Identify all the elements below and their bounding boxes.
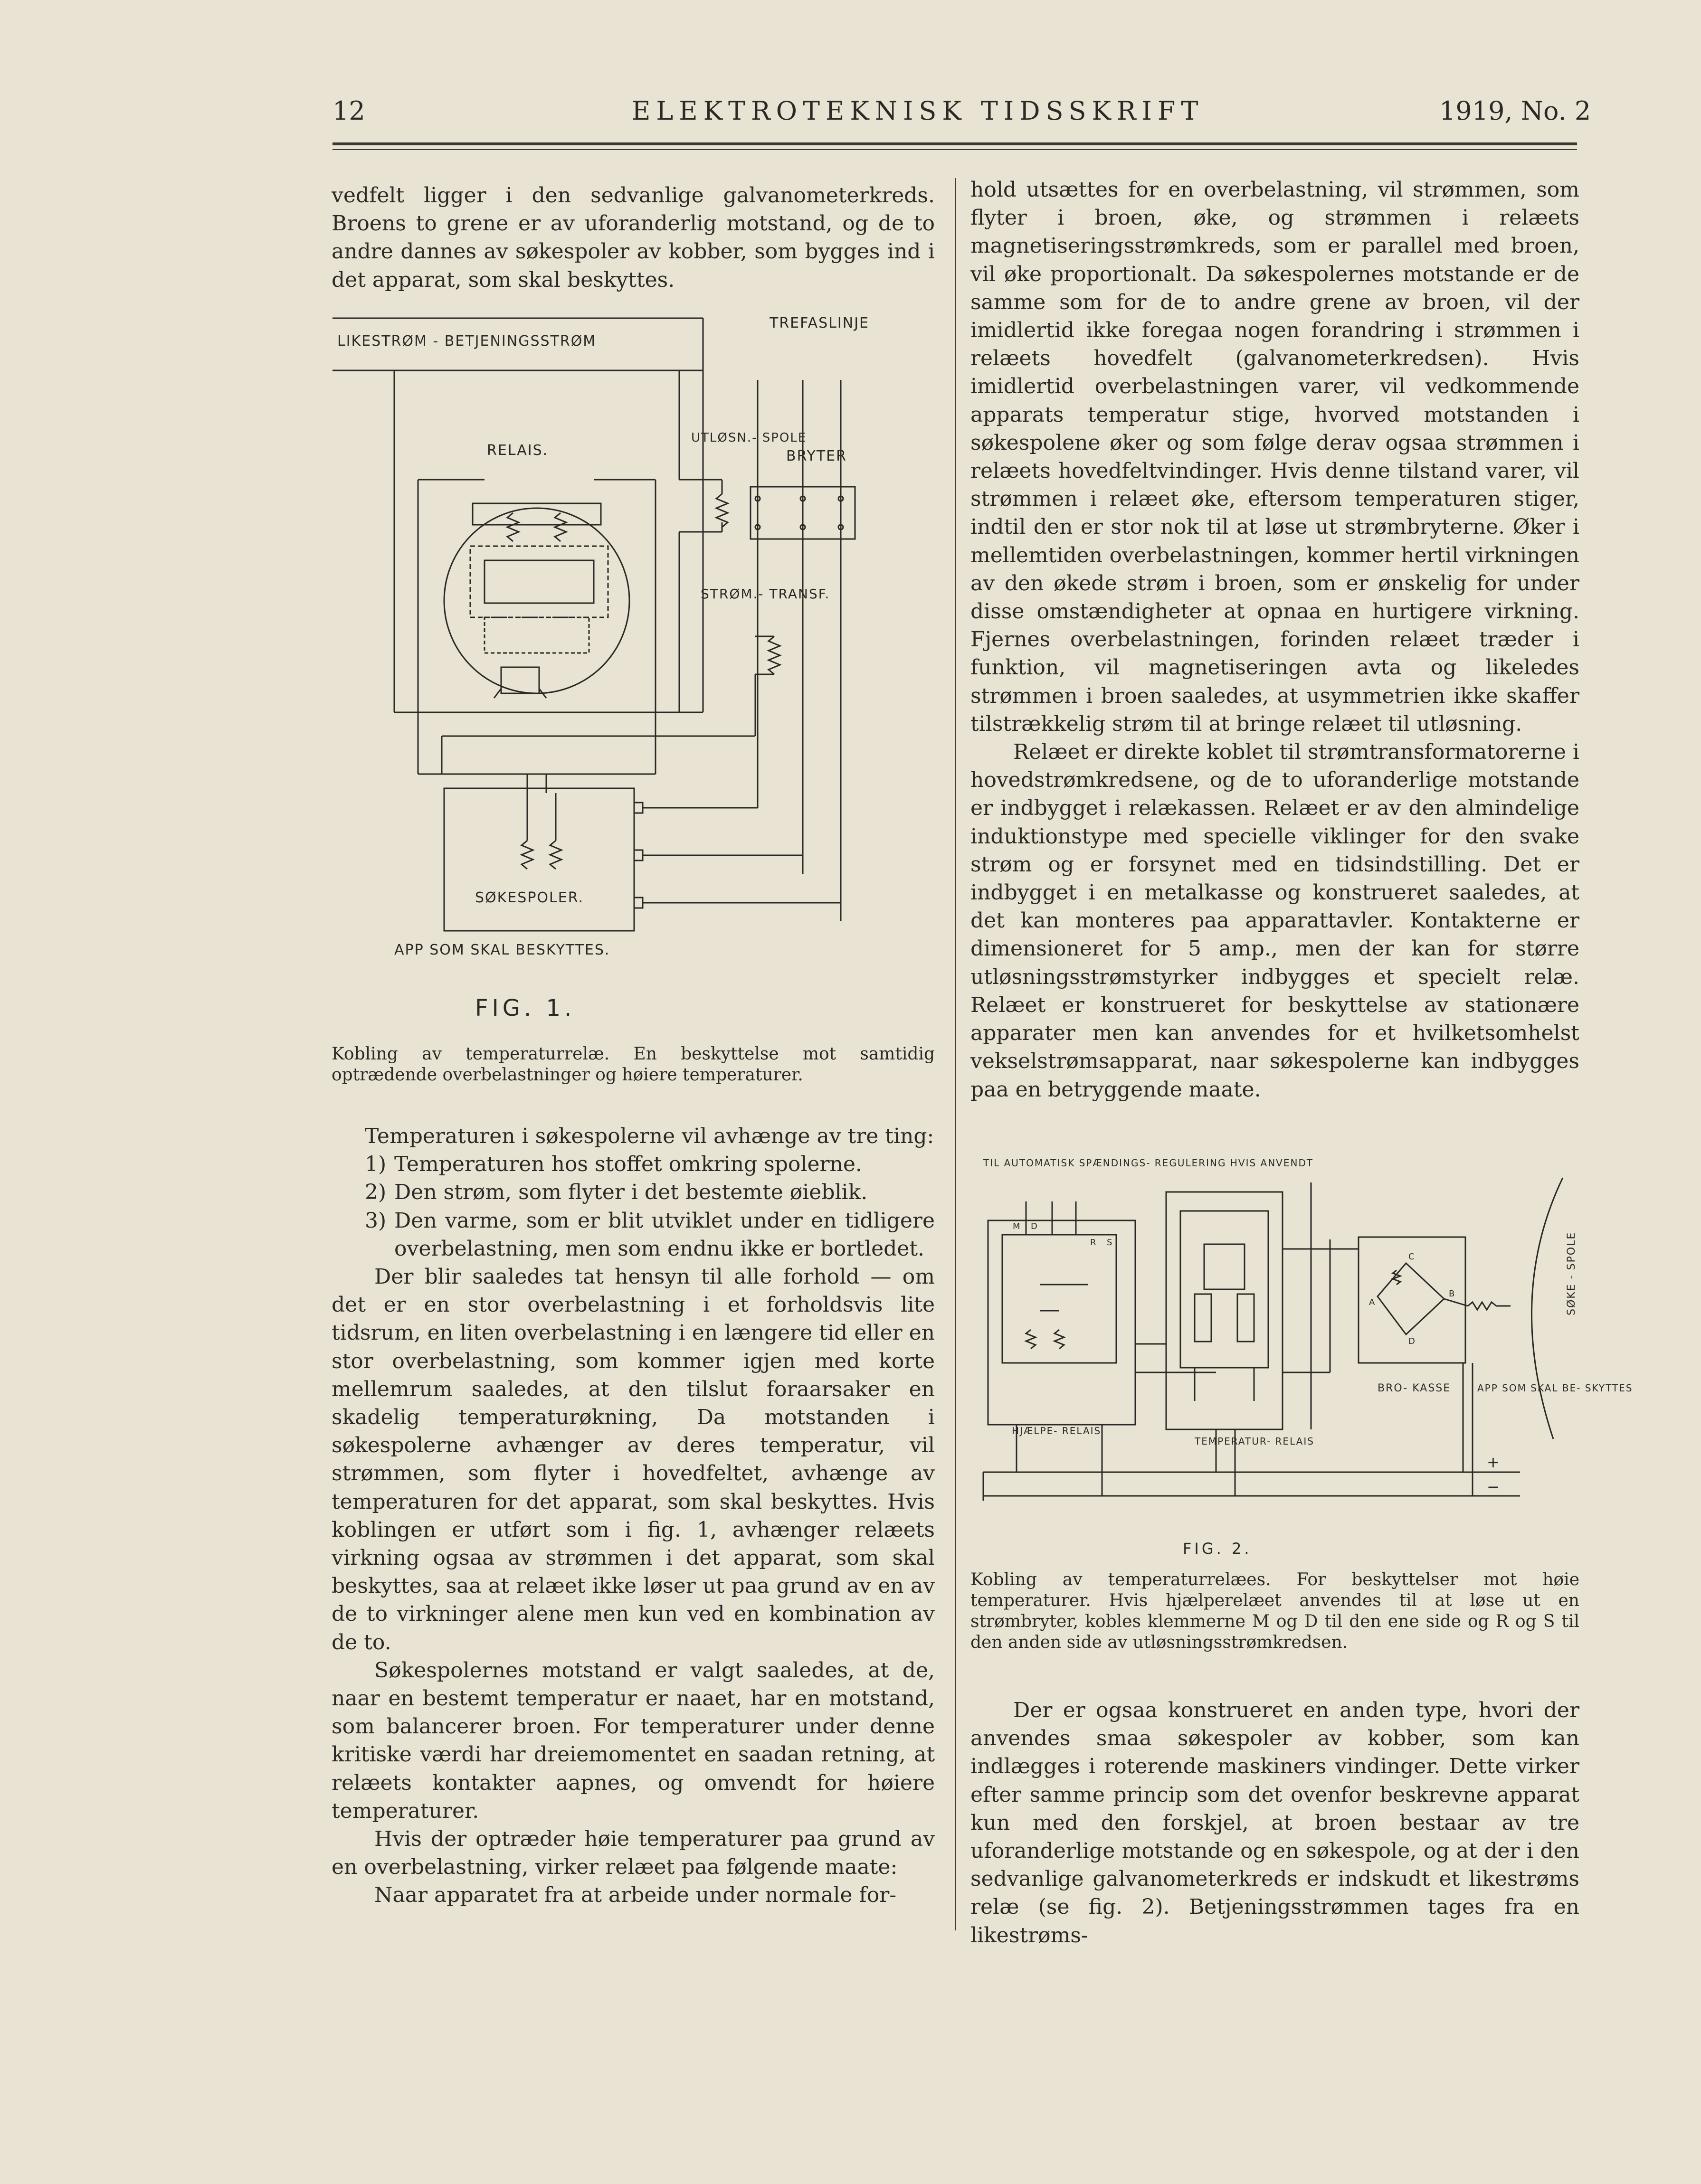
fig2-terminal-s: S [1107,1238,1112,1248]
body-paragraph: hold utsættes for en overbelastning, vil strømmen, som flyter i broen, øke, og strømmen i relæets magnetiseringsstrømkreds, som er parallel med broen, vil øke proportionalt. Da søkespolernes motstande er de samme som for de to andre grene av broen, vil der imidlertid ikke foregaa nogen forandring i strømmen i relæets hovedfelt (galvanometerkredsen). Hvis imidlertid overbelastningen varer, vil vedkommende apparats temperatur stige, hvorved motstanden i søkespolene øker og som følge derav ogsaa strømmen i relæets hovedfeltvindinger. Hvis denne tilstand varer, vil strømmen i relæet øke, eftersom temperaturen stiger, indtil den er stor nok til at løse ut strømbryterne. Øker i mellemtiden overbelastningen, kommer hertil virkningen av den økede strøm i broen, som er ønskelig for under disse omstændigheter at opnaa en hurtigere virkning. Fjernes overbelastningen, forinden relæet træder i funktion, vil magnetiseringen avta og likeledes strømmen i broen saaledes, at usymmetrien ikke skaffer tilstrækkelig strøm til at bringe relæet til utløsning. [970,178,1579,736]
body-paragraph: Naar apparatet fra at arbeide under normale for- [374,1883,897,1908]
fig2-bridge-a: A [1369,1297,1375,1307]
fig2-terminal-d: D [1031,1221,1037,1231]
fig2-label-plus: + [1487,1453,1500,1471]
fig2-label-minus: − [1487,1478,1500,1496]
list-item [332,1150,935,1178]
issue-label: 1919, No. 2 [1439,96,1591,126]
fig2-terminal-r: R [1090,1238,1096,1248]
list-number: 3) [365,1208,387,1233]
intro-paragraph: vedfelt ligger i den sedvanlige galvanometerkreds. Broens to grene er av uforanderlig motstand, og de to andre dannes av søkespoler av kobber, som bygges ind i det apparat, som skal beskyttes. [332,183,935,292]
figure-1-caption: Kobling av temperaturrelæ. En beskyttelse mot samtidig optrædende overbelastninger og høiere temperaturer. [332,1044,935,1085]
fig2-bridge-c: C [1408,1252,1415,1262]
page-number: 12 [333,96,365,126]
body-paragraph: Hvis der optræder høie temperaturer paa grund av en overbelastning, virker relæet paa følgende maate: [332,1827,935,1880]
fig1-label-current-transformer: STRØM.- TRANSF. [701,586,830,602]
list-lead: Temperaturen i søkespolerne vil avhænge av tre ting: [365,1124,934,1148]
fig2-label-top-note: TIL AUTOMATISK SPÆNDINGS- REGULERING HVIS ANVENDT [983,1157,1314,1169]
list-text: Temperaturen hos stoffet omkring spolerne. [394,1152,862,1177]
fig2-label-search-coil: SØKE - SPOLE [1566,1231,1577,1315]
fig1-label-breaker: BRYTER [786,448,847,464]
column-divider [955,178,956,1930]
left-body [332,1122,935,1910]
list-text: Den varme, som er blit utviklet under en tidligere overbelastning, men som endnu ikke er bortledet. [394,1208,935,1261]
fig2-label-apparatus: APP SOM SKAL BE- SKYTTES [1477,1382,1633,1394]
figure-2-label: FIG. 2. [1183,1540,1252,1558]
body-paragraph: Søkespolernes motstand er valgt saaledes, at de, naar en bestemt temperatur er naaet, har en motstand, som balancerer broen. For temperaturer under denne kritiske værdi har dreiemomentet en saadan retning, at relæets kontakter aapnes, og omvendt for høiere temperaturer. [332,1658,935,1823]
fig1-label-trip-coil: UTLØSN.- SPOLE [691,431,807,445]
figure-1-label: FIG. 1. [475,995,576,1021]
fig1-label-supply: LIKESTRØM - BETJENINGSSTRØM [337,333,597,350]
figure-1-diagram [328,304,941,1002]
right-body-after-figure [970,1696,1579,1949]
list-number: 1) [365,1152,387,1177]
list-item [332,1207,935,1263]
list-item [332,1178,935,1206]
fig2-terminal-m: M [1013,1221,1020,1231]
fig2-label-bridge-box: BRO- KASSE [1378,1382,1451,1394]
fig1-label-search-coils: SØKESPOLER. [475,889,584,906]
fig2-bridge-d: D [1408,1336,1415,1346]
body-paragraph: Der blir saaledes tat hensyn til alle forhold — om det er en stor overbelastning i et forholdsvis lite tidsrum, en liten overbelastning i en længere tid eller en stor overbelastning, som kommer igjen med korte mellemrum saaledes, at den tilslut foraarsaker en skadelig temperaturøkning, Da motstanden i søkespolerne avhænger av deres temperatur, vil strømmen, som flyter i hovedfeltet, avhænge av temperaturen for det apparat, som skal beskyttes. Hvis koblingen er utført som i fig. 1, avhænger relæets virkning ogsaa av strømmen i det apparat, som skal beskyttes, saa at relæet ikke løser ut paa grund av en av de to virkninger alene men kun ved en kombination av de to. [332,1265,935,1655]
fig2-bridge-b: B [1449,1289,1455,1299]
fig2-label-aux-relay: HJÆLPE- RELAIS [1012,1425,1102,1437]
left-intro [332,181,935,294]
figure-2-diagram [979,1154,1633,1515]
body-paragraph: Der er ogsaa konstrueret en anden type, hvori der anvendes smaa søkespoler av kobber, som kan indlægges i roterende maskiners vindinger. Dette virker efter samme princip som det ovenfor beskrevne apparat kun med den forskjel, at broen bestaar av tre uforanderlige motstande og en søkespole, og at der i den sedvanlige galvanometerkreds er indskudt et likestrøms relæ (se fig. 2). Betjeningsstrømmen tages fra en likestrøms- [970,1698,1579,1948]
list-text: Den strøm, som flyter i det bestemte øieblik. [394,1180,868,1205]
header-rule-thin [333,149,1577,150]
right-body [970,176,1579,1104]
conditions-list [332,1150,935,1263]
body-paragraph: Relæet er direkte koblet til strømtransformatorerne i hovedstrømkredsene, og de to uforanderlige motstande er indbygget i relækassen. Relæet er av den almindelige induktionstype med specielle viklinger for den svake strøm og er forsynet med en tidsindstilling. Det er indbygget i en metalkasse og konstrueret saaledes, at det kan monteres paa apparattavler. Kontakterne er dimensioneret for 5 amp., men der kan for større utløsningsstrømstyrker indbygges et specielt relæ. Relæet er konstrueret for beskyttelse av stationære apparater men kan anvendes for et hvilketsomhelst vekselstrømsapparat, naar søkespolerne kan indbygges paa en betryggende maate. [970,740,1579,1102]
list-number: 2) [365,1180,387,1205]
journal-title: ELEKTROTEKNISK TIDSSKRIFT [632,96,1204,126]
figure-2-caption: Kobling av temperaturrelæes. For beskyttelser mot høie temperaturer. Hvis hjælperelæet anvendes til at løse ut en strømbryter, kobles klemmerne M og D til den ene side og R og S til den anden side av utløsningsstrømkredsen. [970,1570,1579,1652]
header-rule [333,142,1577,145]
fig1-label-relay: RELAIS. [487,442,549,459]
fig1-label-apparatus: APP SOM SKAL BESKYTTES. [394,942,610,958]
fig2-label-temp-relay: TEMPERATUR- RELAIS [1195,1436,1314,1447]
fig1-label-three-phase: TREFASLINJE [770,315,869,331]
